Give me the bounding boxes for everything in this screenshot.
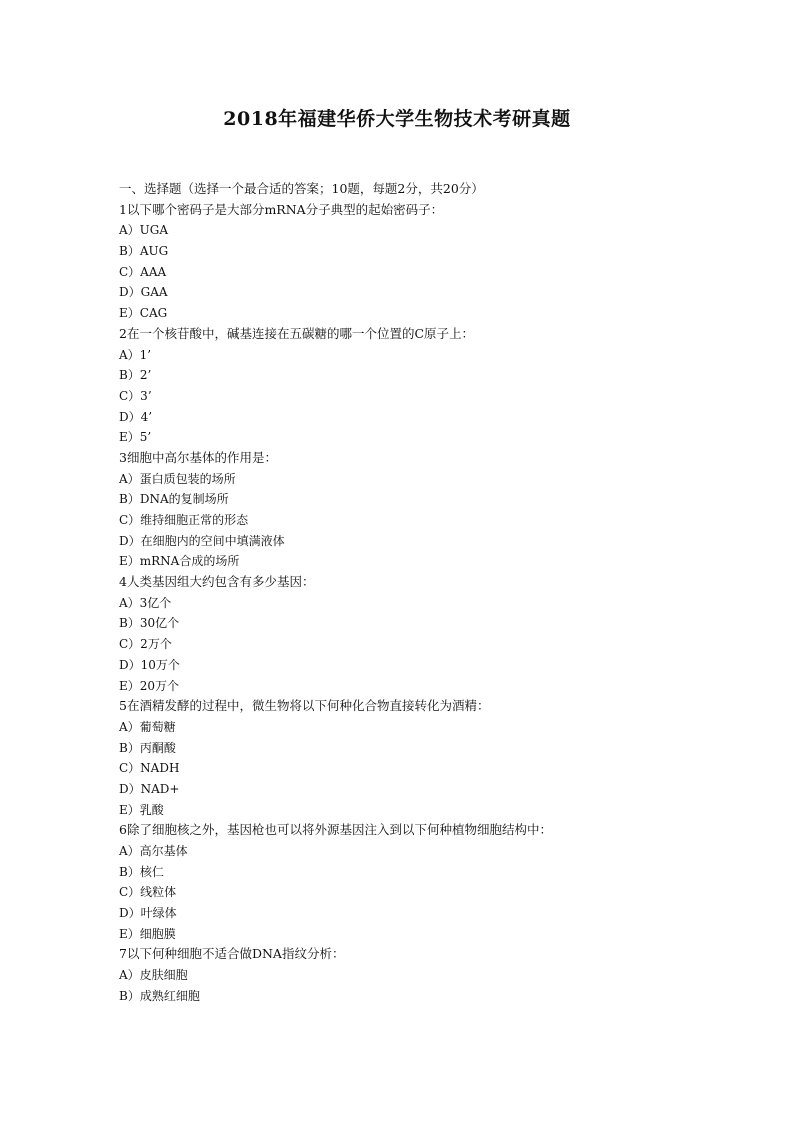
option-a: A）1’ [119, 347, 152, 362]
option-d: D）NAD+ [119, 781, 180, 796]
option-a: A）皮肤细胞 [119, 968, 188, 983]
option-b: B）核仁 [119, 864, 164, 879]
option-a: A）高尔基体 [119, 844, 188, 858]
question-stem: 2在一个核苷酸中，碱基连接在五碳糖的哪一个位置的C原子上： [119, 325, 475, 341]
question-stem: 5在酒精发酵的过程中，微生物将以下何种化合物直接转化为酒精： [119, 698, 490, 714]
option-b: B）AUG [119, 244, 169, 259]
option-d: D）GAA [119, 285, 168, 300]
option-a: A）葡萄糖 [119, 719, 176, 734]
option-a: A）UGA [119, 223, 169, 238]
section-heading: 一、选择题（选择一个最合适的答案；10题，每题2分，共20分） [119, 181, 484, 196]
option-a: A）3亿个 [119, 595, 172, 610]
question-stem: 1以下哪个密码子是大部分mRNA分子典型的起始密码子： [119, 201, 444, 217]
question-stem: 3细胞中高尔基体的作用是： [119, 449, 277, 465]
page-title: 2018年福建华侨大学生物技术考研真题 [223, 108, 571, 130]
option-d: D）叶绿体 [119, 906, 177, 921]
option-e: E）5’ [119, 430, 152, 445]
question-3 [119, 448, 719, 572]
option-b: B）30亿个 [119, 616, 180, 631]
option-c: C）线粒体 [119, 885, 177, 900]
option-c: C）NADH [119, 761, 180, 776]
question-stem: 7以下何种细胞不适合做DNA指纹分析： [119, 946, 345, 962]
option-d: D）4’ [119, 409, 153, 424]
option-b: B）成熟红细胞 [119, 988, 200, 1003]
question-stem: 4人类基因组大约包含有多少基因： [119, 574, 315, 590]
option-e: E）CAG [119, 306, 168, 321]
option-b: B）丙酮酸 [119, 740, 176, 755]
option-c: C）维持细胞正常的形态 [119, 513, 249, 527]
option-d: D）在细胞内的空间中填满液体 [119, 533, 285, 548]
option-a: A）蛋白质包装的场所 [119, 471, 236, 486]
option-e: E）乳酸 [119, 802, 164, 817]
document-body [119, 179, 719, 1007]
option-c: C）3’ [119, 388, 152, 403]
question-2 [119, 324, 719, 448]
question-stem: 6除了细胞核之外，基因枪也可以将外源基因注入到以下何种植物细胞结构中： [119, 822, 552, 838]
question-4 [119, 572, 719, 696]
option-c: C）AAA [119, 264, 167, 279]
option-d: D）10万个 [119, 657, 180, 672]
option-b: B）DNA的复制场所 [119, 492, 229, 507]
option-e: E）20万个 [119, 678, 180, 693]
question-1 [119, 200, 719, 324]
option-e: E）mRNA合成的场所 [119, 554, 240, 569]
question-6 [119, 820, 719, 944]
question-5 [119, 696, 719, 820]
option-c: C）2万个 [119, 637, 172, 652]
question-7 [119, 944, 719, 1006]
option-b: B）2’ [119, 368, 152, 383]
option-e: E）细胞膜 [119, 926, 176, 941]
